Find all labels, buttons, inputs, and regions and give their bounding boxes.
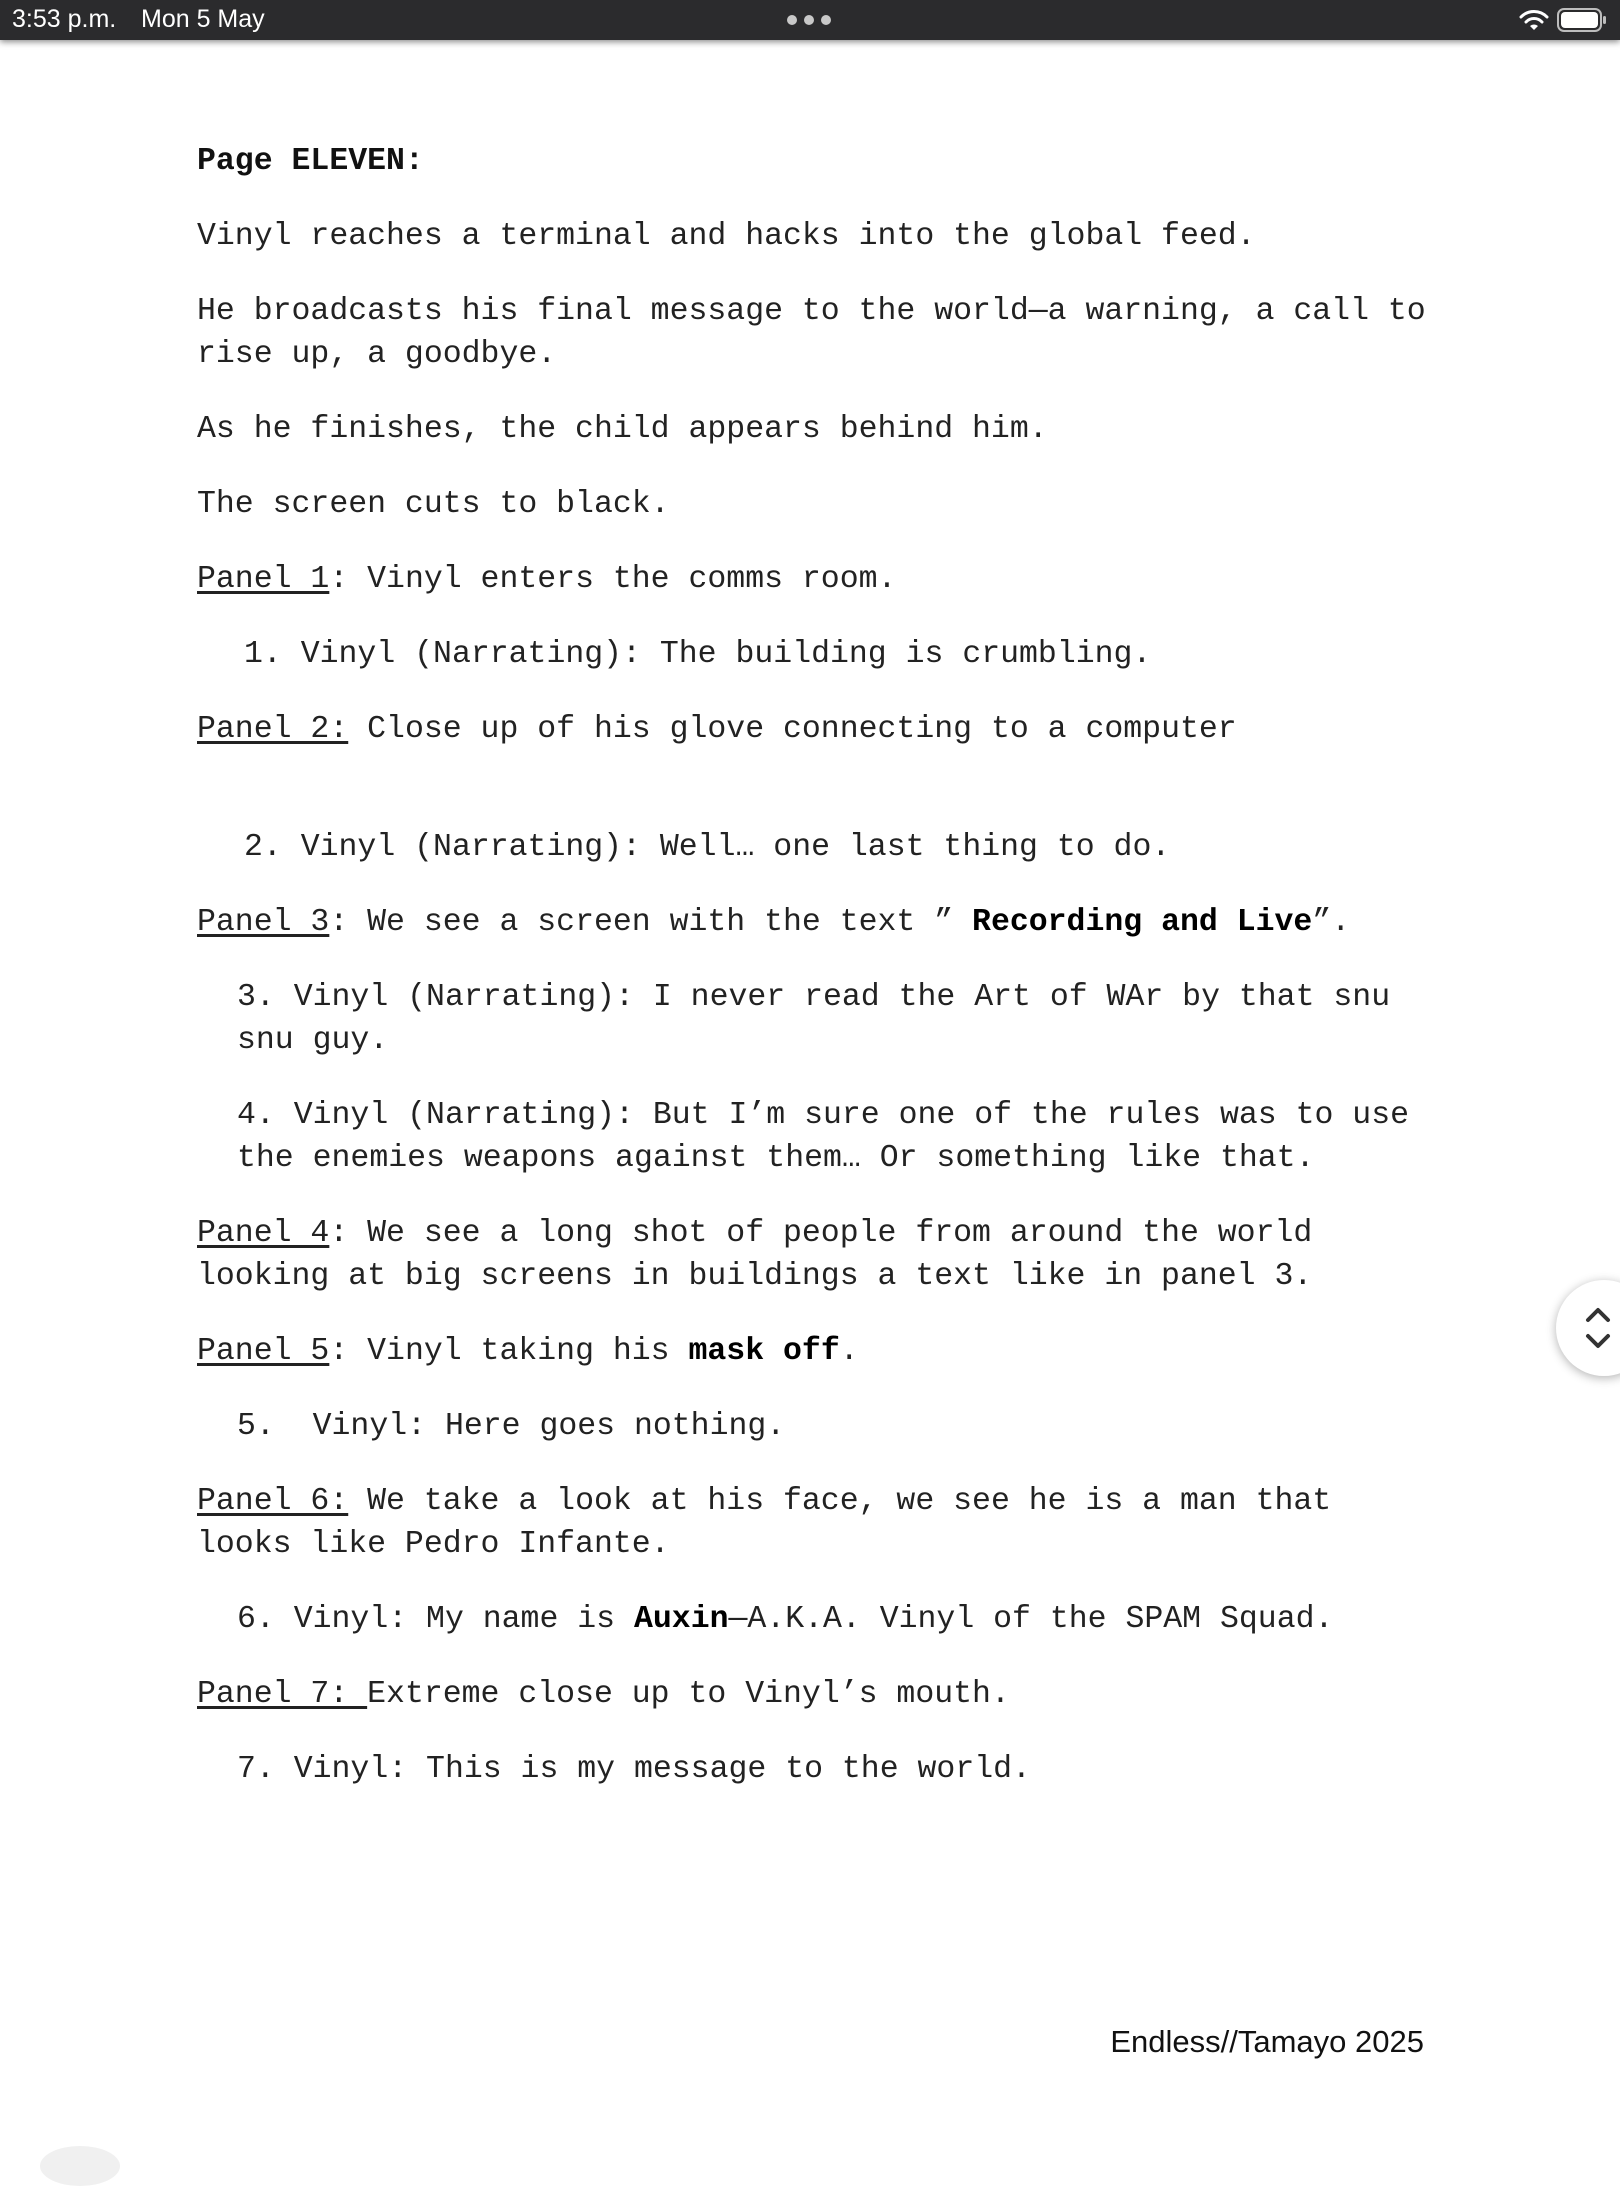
dialogue-text-end: —A.K.A. Vinyl of the SPAM Squad. xyxy=(728,1602,1334,1637)
dialogue-line-4 xyxy=(197,1094,1427,1180)
dialogue-text: Vinyl: Here goes nothing. xyxy=(274,1409,786,1444)
panel-1-label: Panel 1 xyxy=(197,562,330,597)
panel-4-label: Panel 4 xyxy=(197,1216,330,1251)
dialogue-line-3 xyxy=(197,976,1427,1062)
panel-6-text: We take a look at his face, we see he is a man that looks like Pedro Infante. xyxy=(197,1484,1351,1562)
paragraph: The screen cuts to black. xyxy=(197,487,670,522)
wifi-icon xyxy=(1518,6,1550,34)
panel-3-text: : We see a screen with the text ” xyxy=(329,905,973,940)
dialogue-text: Vinyl (Narrating): Well… one last thing to do. xyxy=(281,830,1171,865)
multitasking-dots-icon[interactable] xyxy=(787,15,831,25)
scroll-up-down-icon xyxy=(1556,1280,1620,1376)
panel-6-description xyxy=(197,1480,1427,1566)
dialogue-line-1 xyxy=(197,633,1427,676)
panel-7-label: Panel 7: xyxy=(197,1677,368,1712)
panel-2-text: Close up of his glove connecting to a computer xyxy=(348,712,1237,747)
status-bar xyxy=(0,0,1620,40)
panel-5-bold-text: mask off xyxy=(688,1334,840,1369)
panel-1-text: : Vinyl enters the comms room. xyxy=(329,562,897,597)
dialogue-line-7 xyxy=(197,1748,1427,1791)
page-heading: Page ELEVEN: xyxy=(197,144,424,179)
panel-5-text-end: . xyxy=(839,1334,859,1369)
dialogue-number: 3. xyxy=(237,980,275,1015)
panel-2-label: Panel 2: xyxy=(197,712,349,747)
dialogue-number: 7. xyxy=(237,1752,275,1787)
panel-4-description xyxy=(197,1212,1427,1298)
panel-3-label: Panel 3 xyxy=(197,905,330,940)
dialogue-text: Vinyl (Narrating): I never read the Art of WAr by that snu snu guy. xyxy=(237,980,1410,1058)
home-indicator xyxy=(40,2146,120,2186)
panel-3-text-end: ”. xyxy=(1312,905,1351,940)
status-date: Mon 5 May xyxy=(141,5,265,33)
dialogue-number: 4. xyxy=(237,1098,275,1133)
panel-3-description xyxy=(197,901,1427,944)
battery-icon xyxy=(1556,6,1608,34)
dialogue-text: Vinyl: My name is xyxy=(274,1602,634,1637)
dialogue-number: 2. xyxy=(244,830,282,865)
scroll-handle[interactable] xyxy=(1556,1280,1620,1376)
dialogue-number: 6. xyxy=(237,1602,275,1637)
panel-7-description xyxy=(197,1673,1427,1716)
paragraph: He broadcasts his final message to the world—a warning, a call to rise up, a goodbye. xyxy=(197,294,1445,372)
dialogue-number: 1. xyxy=(244,637,282,672)
dialogue-text: Vinyl (Narrating): But I’m sure one of the rules was to use the enemies weapons against them… Or something like that. xyxy=(237,1098,1428,1176)
panel-5-description xyxy=(197,1330,1427,1373)
dialogue-bold-name: Auxin xyxy=(633,1602,729,1637)
paragraph: Vinyl reaches a terminal and hacks into the global feed. xyxy=(197,219,1256,254)
dialogue-line-2 xyxy=(197,826,1427,869)
document-page xyxy=(197,140,1445,1823)
dialogue-number: 5. xyxy=(237,1409,275,1444)
panel-6-label: Panel 6: xyxy=(197,1484,349,1519)
panel-2-description xyxy=(197,708,1427,751)
panel-4-text: : We see a long shot of people from around the world looking at big screens in buildings a text like in panel 3. xyxy=(197,1216,1332,1294)
dialogue-line-6 xyxy=(197,1598,1427,1641)
status-time: 3:53 p.m. xyxy=(12,5,117,33)
dialogue-text: Vinyl (Narrating): The building is crumbling. xyxy=(281,637,1152,672)
panel-5-text: : Vinyl taking his xyxy=(329,1334,689,1369)
dialogue-text: Vinyl: This is my message to the world. xyxy=(274,1752,1031,1787)
panel-5-label: Panel 5 xyxy=(197,1334,330,1369)
paragraph: As he finishes, the child appears behind him. xyxy=(197,412,1048,447)
footer-credit: Endless//Tamayo 2025 xyxy=(1110,2024,1424,2059)
panel-7-text: Extreme close up to Vinyl’s mouth. xyxy=(367,1677,1010,1712)
panel-3-bold-text: Recording and Live xyxy=(972,905,1313,940)
panel-1-description xyxy=(197,558,1427,601)
dialogue-line-5 xyxy=(197,1405,1427,1448)
